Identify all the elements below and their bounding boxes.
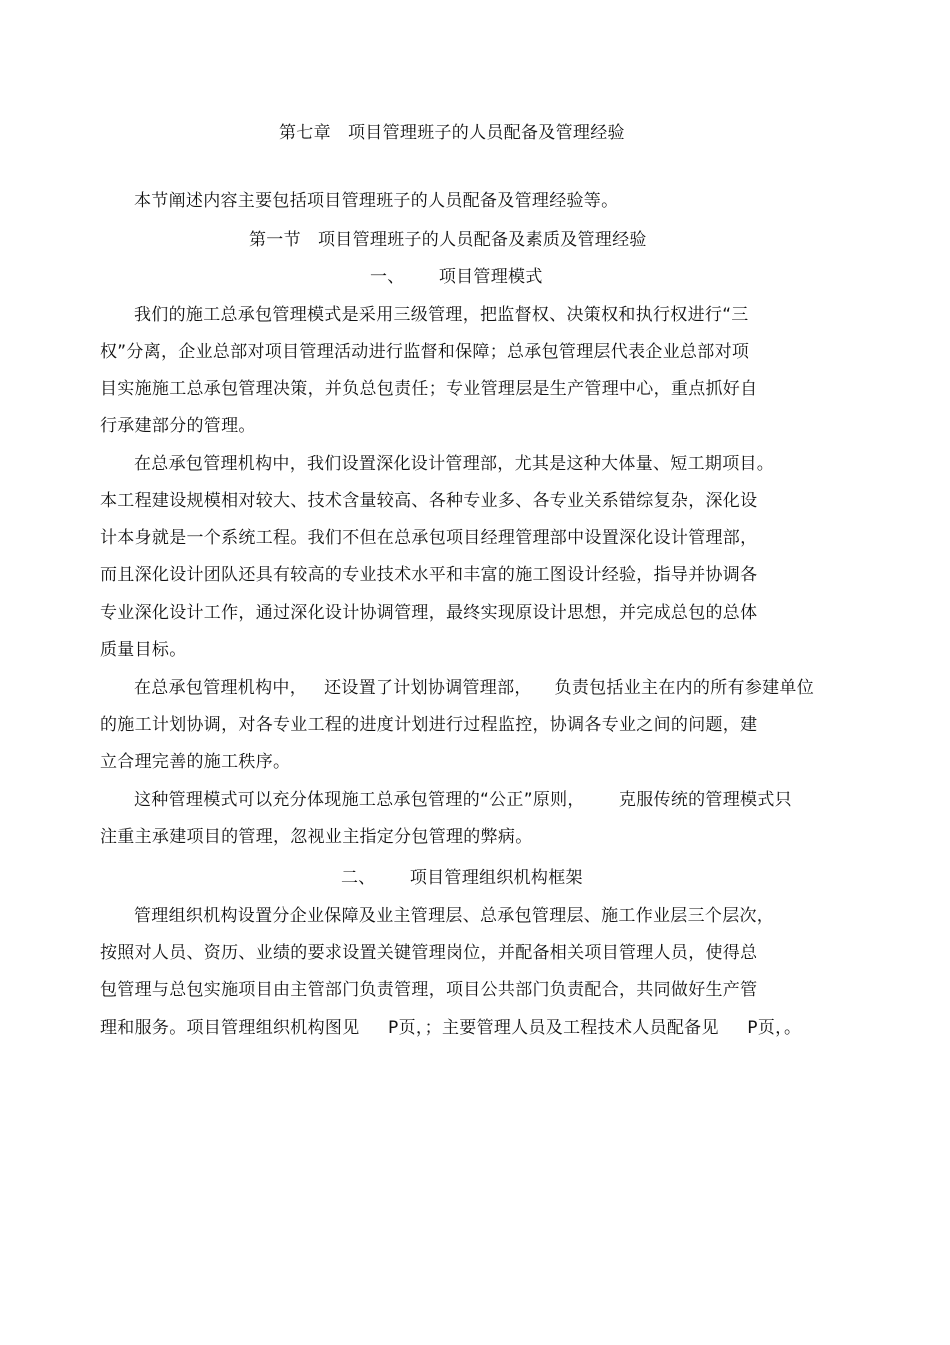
subsection-heading-1: 一、 项目管理模式: [370, 267, 543, 287]
paragraph-line: 在总承包管理机构中， 还设置了计划协调管理部， 负责包括业主在内的所有参建单位: [134, 678, 815, 698]
chapter-title: 第七章 项目管理班子的人员配备及管理经验: [279, 123, 625, 143]
paragraph-line: 我们的施工总承包管理模式是采用三级管理，把监督权、决策权和执行权进行“三: [134, 305, 749, 325]
paragraph-line: 立合理完善的施工秩序。: [100, 752, 291, 772]
paragraph-line: 注重主承建项目的管理，忽视业主指定分包管理的弊病。: [100, 827, 533, 847]
paragraph-line: 包管理与总包实施项目由主管部门负责管理，项目公共部门负责配合，共同做好生产管: [100, 980, 758, 1000]
section-title: 第一节 项目管理班子的人员配备及素质及管理经验: [249, 230, 647, 250]
paragraph-line: 这种管理模式可以充分体现施工总承包管理的“公正”原则， 克服传统的管理模式只: [134, 790, 792, 810]
paragraph-line: 质量目标。: [100, 640, 187, 660]
paragraph-line: 权”分离，企业总部对项目管理活动进行监督和保障；总承包管理层代表企业总部对项: [100, 342, 750, 362]
paragraph-line: 计本身就是一个系统工程。我们不但在总承包项目经理管理部中设置深化设计管理部，: [100, 528, 758, 548]
paragraph-line: 行承建部分的管理。: [100, 416, 256, 436]
subsection-heading-2: 二、 项目管理组织机构框架: [341, 868, 583, 888]
paragraph-line: 本工程建设规模相对较大、技术含量较高、各种专业多、各专业关系错综复杂，深化设: [100, 491, 758, 511]
paragraph-line: 目实施施工总承包管理决策，并负总包责任；专业管理层是生产管理中心，重点抓好自: [100, 379, 758, 399]
paragraph-line: 按照对人员、资历、业绩的要求设置关键管理岗位，并配备相关项目管理人员，使得总: [100, 943, 758, 963]
paragraph-line: 的施工计划协调，对各专业工程的进度计划进行过程监控，协调各专业之间的问题，建: [100, 715, 758, 735]
paragraph-line: 在总承包管理机构中，我们设置深化设计管理部，尤其是这种大体量、短工期项目。: [134, 454, 775, 474]
paragraph-line: 专业深化设计工作，通过深化设计协调管理，最终实现原设计思想，并完成总包的总体: [100, 603, 758, 623]
paragraph-line: 而且深化设计团队还具有较高的专业技术水平和丰富的施工图设计经验，指导并协调各: [100, 565, 758, 585]
paragraph-line: 管理组织机构设置分企业保障及业主管理层、总承包管理层、施工作业层三个层次，: [134, 906, 775, 926]
paragraph-line: 理和服务。项目管理组织机构图见 P页，；主要管理人员及工程技术人员配备见 P页，。: [100, 1018, 802, 1038]
intro-text: 本节阐述内容主要包括项目管理班子的人员配备及管理经验等。: [134, 191, 619, 211]
